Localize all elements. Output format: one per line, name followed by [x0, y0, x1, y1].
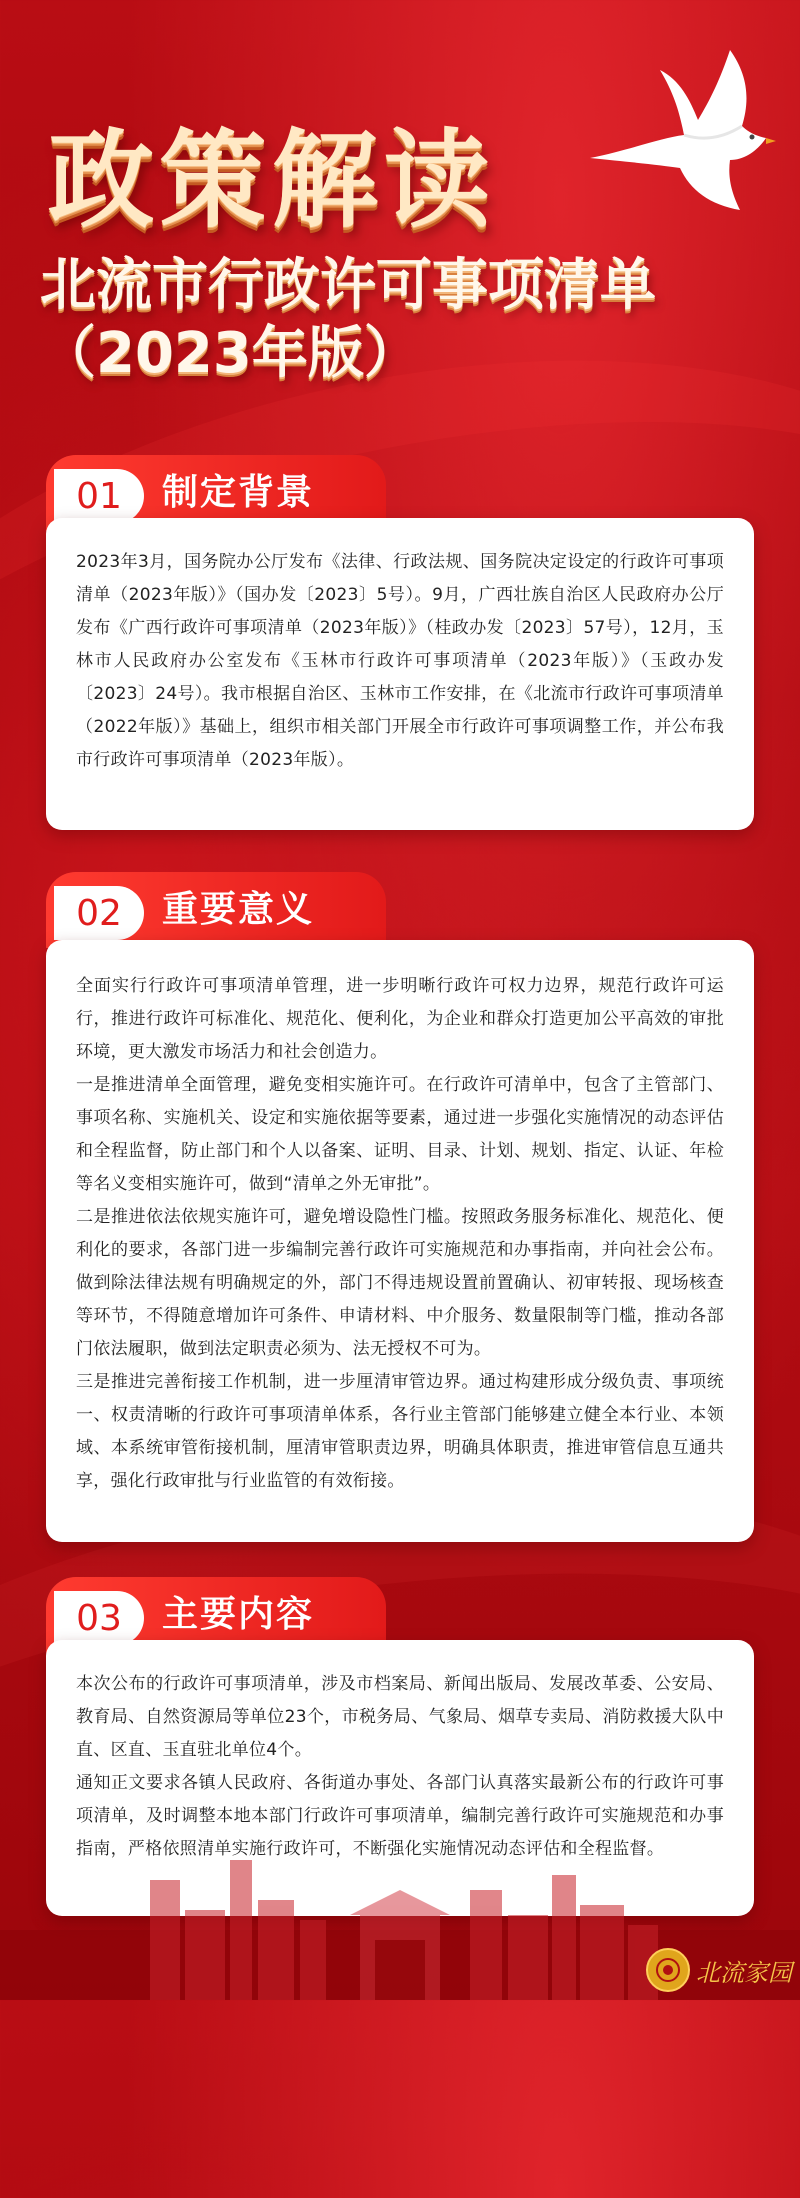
- section-paragraph: 本次公布的行政许可事项清单，涉及市档案局、新闻出版局、发展改革委、公安局、教育局、自然资源局等单位23个，市税务局、气象局、烟草专卖局、消防救援大队中直、区直、玉直驻北单位4个。: [76, 1674, 724, 1760]
- footer-logo: [646, 1948, 792, 1992]
- dove-icon: [580, 40, 780, 220]
- section-title: 主要内容: [162, 1594, 315, 1635]
- section-card-background: [46, 518, 754, 830]
- hero-banner: [0, 0, 800, 430]
- section-paragraph: 全面实行行政许可事项清单管理，进一步明晰行政许可权力边界，规范行政许可运行，推进行政许可标准化、规范化、便利化，为企业和群众打造更加公平高效的审批环境，更大激发市场活力和社会创造力。: [76, 976, 724, 1062]
- section-number: 03: [54, 1591, 144, 1645]
- page-title: 政策解读: [48, 119, 496, 242]
- section-paragraph: 一是推进清单全面管理，避免变相实施许可。在行政许可清单中，包含了主管部门、事项名称、实施机关、设定和实施依据等要素，通过进一步强化实施情况的动态评估和全程监督，防止部门和个人以备案、证明、目录、计划、规划、指定、认证、年检等名义变相实施许可，做到“清单之外无审批”。: [76, 1075, 724, 1194]
- section-title: 制定背景: [162, 472, 315, 513]
- section-paragraph: 三是推进完善衔接工作机制，进一步厘清审管边界。通过构建形成分级负责、事项统一、权责清晰的行政许可事项清单体系，各行业主管部门能够建立健全本行业、本领域、本系统审管衔接机制，厘清审管职责边界，明确具体职责，推进审管信息互通共享，强化行政审批与行业监管的有效衔接。: [76, 1372, 724, 1491]
- section-number: 01: [54, 469, 144, 523]
- section-header-2: [46, 872, 386, 948]
- section-paragraph: 二是推进依法依规实施许可，避免增设隐性门槛。按照政务服务标准化、规范化、便利化的要求，各部门进一步编制完善行政许可实施规范和办事指南，并向社会公布。做到除法律法规有明确规定的外，部门不得违规设置前置确认、初审转报、现场核查等环节，不得随意增加许可条件、申请材料、中介服务、数量限制等门槛，推动各部门依法履职，做到法定职责必须为、法无授权不可为。: [76, 1207, 724, 1359]
- page-subtitle: 北流市行政许可事项清单: [40, 253, 656, 318]
- seal-icon: [646, 1948, 690, 1992]
- section-paragraph: 通知正文要求各镇人民政府、各街道办事处、各部门认真落实最新公布的行政许可事项清单，及时调整本地本部门行政许可事项清单，编制完善行政许可实施规范和办事指南，严格依照清单实施行政许可，不断强化实施情况动态评估和全程监督。: [76, 1773, 724, 1859]
- section-title: 重要意义: [162, 889, 315, 930]
- page-subtitle-edition: （2023年版）: [40, 321, 420, 386]
- logo-text: 北流家园: [696, 1958, 792, 1987]
- section-card-significance: [46, 940, 754, 1542]
- section-paragraph: 2023年3月，国务院办公厅发布《法律、行政法规、国务院决定设定的行政许可事项清单（2023年版）》（国办发〔2023〕5号）。9月，广西壮族自治区人民政府办公厅发布《广西行政许可事项清单（2023年版）》（桂政办发〔2023〕57号），12月，玉林市人民政府办公室发布《玉林市行政许可事项清单（2023年版）》（玉政办发〔2023〕24号）。我市根据自治区、玉林市工作安排，在《北流市行政许可事项清单（2022年版）》基础上，组织市相关部门开展全市行政许可事项调整工作，并公布我市行政许可事项清单（2023年版）。: [76, 552, 724, 770]
- section-number: 02: [54, 886, 144, 940]
